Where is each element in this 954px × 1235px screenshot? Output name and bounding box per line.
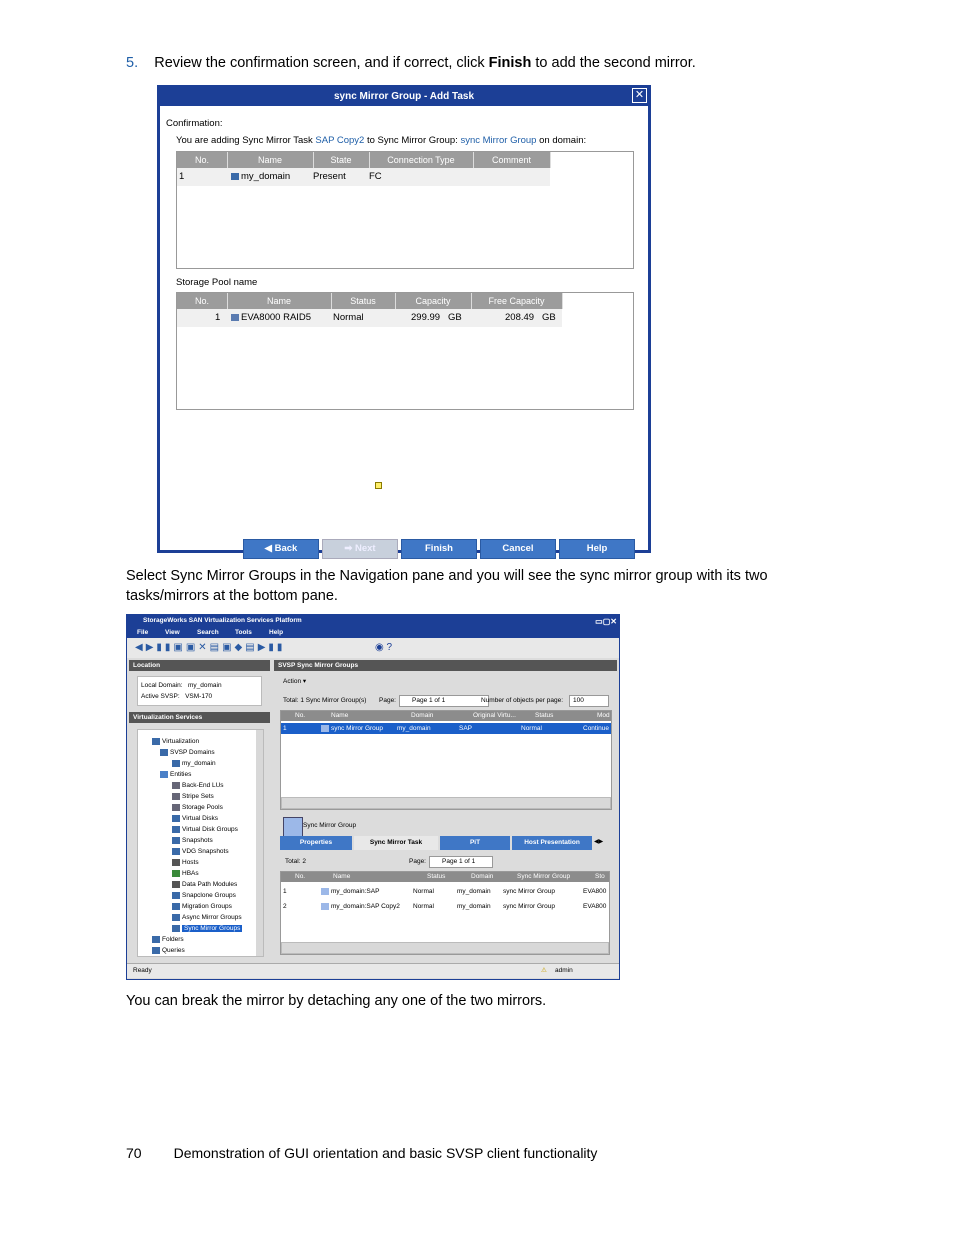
tree-item[interactable]: [172, 837, 213, 844]
horizontal-scrollbar[interactable]: [281, 797, 611, 809]
tree-item[interactable]: [172, 903, 232, 910]
cell-name-text: my_domain: [241, 171, 291, 182]
tree-item[interactable]: [172, 793, 214, 800]
tree-label: Back-End LUs: [182, 782, 224, 790]
toolbar: [127, 638, 619, 658]
horizontal-scrollbar[interactable]: [281, 942, 609, 954]
cell-name-text: my_domain:SAP Copy2: [331, 903, 400, 910]
host-icon: [172, 859, 180, 866]
tree-label: Async Mirror Groups: [182, 914, 242, 922]
menu-search[interactable]: Search: [197, 629, 219, 636]
group-link[interactable]: sync Mirror Group: [460, 135, 537, 146]
tree-label: Storage Pools: [182, 804, 223, 812]
active-svsp-row: [141, 693, 212, 700]
page2-label: Page:: [409, 858, 426, 865]
warning-icon[interactable]: ⚠: [541, 967, 547, 974]
col-group: Sync Mirror Group: [517, 873, 571, 880]
stripe-icon: [172, 793, 180, 800]
tree-label: Sync Mirror Groups: [184, 925, 241, 933]
cell-status: Normal: [413, 888, 434, 895]
add-task-dialog: [157, 85, 651, 553]
menu-view[interactable]: View: [165, 629, 180, 636]
page-selector[interactable]: [399, 695, 489, 707]
tree-item[interactable]: [172, 859, 199, 866]
dialog-body: [160, 106, 648, 554]
grid-header: [281, 872, 609, 882]
tree-item[interactable]: [172, 881, 237, 888]
tree-label: SVSP Domains: [170, 749, 215, 757]
tree-label: Data Path Modules: [182, 881, 238, 889]
cell-status: Normal: [521, 725, 542, 732]
col-no: No.: [295, 712, 306, 719]
col-no: No.: [295, 873, 306, 880]
tree-item[interactable]: [172, 892, 236, 899]
location-header-text: Location: [133, 662, 161, 669]
folder-icon: [152, 936, 160, 943]
step-text-before: Review the confirmation screen, and if correct, click: [154, 55, 489, 71]
table-row[interactable]: [281, 901, 609, 912]
action-label: Action: [283, 678, 302, 685]
status-bar: [127, 963, 619, 978]
detail-tabs: [280, 836, 610, 850]
migration-icon: [172, 903, 180, 910]
tree-label: Folders: [162, 936, 184, 944]
total2-label: Total: 2: [285, 858, 306, 865]
active-svsp-value: VSM-170: [185, 693, 213, 700]
pool-table: [176, 292, 634, 410]
tree-item[interactable]: [160, 771, 191, 778]
user-label: admin: [555, 967, 573, 974]
grid-header: [281, 711, 611, 721]
domain-table: [176, 151, 634, 269]
tree-label: Virtualization: [162, 738, 200, 746]
col-name: Name: [227, 293, 332, 309]
col-name: Name: [227, 152, 314, 168]
virtualization-header-text: Virtualization Services: [133, 714, 203, 721]
local-domain-row: [141, 682, 222, 689]
tree-item[interactable]: [172, 914, 242, 921]
col-no: No.: [177, 152, 228, 168]
table-row[interactable]: [177, 168, 550, 186]
tree-label: Virtual Disks: [182, 815, 219, 823]
cell-no: 2: [283, 903, 287, 910]
page-label: Page:: [379, 697, 396, 704]
tree-scrollbar[interactable]: [256, 730, 263, 956]
lu-icon: [172, 782, 180, 789]
col-status: Status: [331, 293, 396, 309]
col-original: Original Virtu...: [473, 712, 516, 719]
location-header: [129, 660, 270, 671]
tree-label: Hosts: [182, 859, 199, 867]
tree-label: my_domain: [182, 760, 216, 768]
window-controls-icon[interactable]: ▭▢✕: [595, 617, 617, 626]
cell-name: [321, 723, 383, 734]
close-icon[interactable]: ✕: [632, 88, 647, 103]
page-number: 70: [126, 1145, 142, 1161]
cell-status: Normal: [413, 903, 434, 910]
task-icon: [321, 888, 329, 895]
tree-label: Stripe Sets: [182, 793, 214, 801]
confirmation-sentence: [176, 135, 586, 146]
cell-name: [321, 886, 379, 897]
cell-storage: EVA800: [583, 888, 607, 895]
paragraph-1: Select Sync Mirror Groups in the Navigation pane and you will see the sync mirror group with its two tasks/mirrors at the bottom pane.: [126, 568, 768, 604]
per-page-select[interactable]: [569, 695, 609, 707]
menu-help[interactable]: Help: [269, 629, 284, 636]
tree-item[interactable]: [172, 815, 218, 822]
cell-capacity: 299.99 GB: [411, 312, 462, 323]
help-button[interactable]: Help: [559, 539, 635, 559]
tab-scroll-icon[interactable]: ◀▶: [594, 839, 604, 845]
sentence-part-2: to Sync Mirror Group:: [364, 135, 461, 146]
cell-storage: EVA800: [583, 903, 607, 910]
footer: [126, 1145, 597, 1161]
app-title: StorageWorks SAN Virtualization Services Platform: [143, 617, 302, 624]
status-text: Ready: [133, 967, 152, 974]
tab-properties[interactable]: Properties: [280, 836, 352, 850]
task-link[interactable]: SAP Copy2: [315, 135, 365, 146]
step-5-text: [126, 53, 826, 73]
tree-label: Migration Groups: [182, 903, 232, 911]
cell-no: 1: [283, 888, 287, 895]
cell-free-capacity: 208.49 GB: [505, 312, 556, 323]
cell-no: 1: [215, 312, 221, 323]
cell-no: 1: [283, 725, 287, 732]
cell-domain: my_domain: [457, 903, 491, 910]
tree-item[interactable]: [152, 936, 184, 943]
menu-bar: [127, 627, 619, 638]
help-icon[interactable]: ◉ ?: [375, 642, 393, 653]
vdg-snapshot-icon: [172, 848, 180, 855]
tree-item[interactable]: [152, 738, 199, 745]
async-mirror-icon: [172, 914, 180, 921]
hba-icon: [172, 870, 180, 877]
toolbar-icons[interactable]: ◀▶▮▮▣▣✕▤▣◆▤▶▮▮: [135, 642, 286, 653]
page-value: Page 1 of 1: [412, 697, 446, 704]
tab-sync-mirror-task[interactable]: Sync Mirror Task: [354, 836, 438, 850]
tree-item[interactable]: [152, 947, 185, 954]
dialog-title: sync Mirror Group - Add Task: [333, 91, 475, 102]
pool-table-header: [177, 293, 562, 309]
confirmation-label: Confirmation:: [166, 118, 223, 129]
snapclone-icon: [172, 892, 180, 899]
page2-value: Page 1 of 1: [442, 858, 476, 865]
finish-button[interactable]: Finish: [401, 539, 477, 559]
cell-name: [231, 168, 290, 186]
tree-label: Virtual Disk Groups: [182, 826, 238, 834]
col-state: State: [313, 152, 370, 168]
cancel-button[interactable]: Cancel: [480, 539, 556, 559]
sentence-part-1: You are adding Sync Mirror Task: [176, 135, 316, 146]
domain-table-header: [177, 152, 550, 168]
svsp-app-window: [126, 614, 620, 980]
tree-label: Snapclone Groups: [182, 892, 236, 900]
menu-tools[interactable]: Tools: [235, 629, 252, 636]
tree-label: Queries: [162, 947, 185, 955]
sync-mirror-group-icon: [283, 817, 303, 837]
folder-icon: [152, 738, 160, 745]
virtualization-header: [129, 712, 270, 723]
total-label: Total: 1 Sync Mirror Group(s): [283, 697, 367, 704]
cell-name-text: sync Mirror Group: [331, 725, 384, 732]
detail-title: Sync Mirror Group: [303, 822, 357, 829]
domain-icon: [172, 760, 180, 767]
cell-domain: my_domain: [457, 888, 491, 895]
cell-name: [231, 309, 311, 327]
step-bold-finish: Finish: [488, 55, 532, 71]
col-free-capacity: Free Capacity: [471, 293, 563, 309]
back-label: Back: [274, 543, 298, 554]
next-button[interactable]: ➡ Next: [322, 539, 398, 559]
snapshot-icon: [172, 837, 180, 844]
step-text-after: to add the second mirror.: [531, 55, 696, 71]
menu-file[interactable]: File: [137, 629, 149, 636]
cell-state: Present: [313, 171, 346, 182]
col-capacity: Capacity: [395, 293, 472, 309]
app-title-bar: [127, 615, 619, 627]
tree-label: Snapshots: [182, 837, 213, 845]
col-domain: Domain: [471, 873, 494, 880]
cell-original: SAP: [459, 725, 473, 732]
groups-grid: [280, 710, 612, 810]
cell-name-text: my_domain:SAP: [331, 888, 380, 895]
col-name: Name: [331, 712, 349, 719]
tree-item[interactable]: [160, 749, 215, 756]
cell-status: Normal: [333, 312, 364, 323]
per-page-value: 100: [573, 697, 584, 704]
cell-name-text: EVA8000 RAID5: [241, 312, 312, 323]
storage-pool-icon: [231, 314, 239, 321]
entities-icon: [160, 771, 168, 778]
table-row[interactable]: [281, 886, 609, 897]
paragraph-2: You can break the mirror by detaching any one of the two mirrors.: [126, 993, 547, 1009]
per-page-label: Number of objects per page:: [481, 697, 564, 704]
tree-label: VDG Snapshots: [182, 848, 229, 856]
cell-domain: my_domain: [397, 725, 431, 732]
tasks-grid: [280, 871, 610, 955]
col-status: Status: [427, 873, 446, 880]
active-svsp-label: Active SVSP:: [141, 693, 180, 700]
tree-item[interactable]: [172, 848, 229, 855]
cell-no: 1: [179, 171, 185, 182]
local-domain-label: Local Domain:: [141, 682, 183, 689]
col-connection-type: Connection Type: [369, 152, 474, 168]
cell-name: [321, 901, 400, 912]
sync-mirror-groups-header: [274, 660, 617, 671]
tree-label: Entities: [170, 771, 192, 779]
domains-icon: [160, 749, 168, 756]
col-status: Status: [535, 712, 554, 719]
tree-item[interactable]: [172, 760, 216, 767]
col-no: No.: [177, 293, 228, 309]
tree-label: HBAs: [182, 870, 199, 878]
queries-icon: [152, 947, 160, 954]
col-domain: Domain: [411, 712, 434, 719]
sync-mirror-icon: [172, 925, 180, 932]
tree-item[interactable]: [172, 782, 224, 789]
sync-mirror-icon: [321, 725, 329, 732]
right-header-text: SVSP Sync Mirror Groups: [278, 662, 359, 669]
back-button[interactable]: ◀ Back: [243, 539, 319, 559]
cell-connection: FC: [369, 171, 382, 182]
page2-selector[interactable]: [429, 856, 493, 868]
focus-marker: [375, 482, 382, 489]
storage-pool-label: Storage Pool name: [176, 277, 258, 288]
tree-item[interactable]: [172, 826, 238, 833]
navigation-tree: [137, 729, 264, 957]
tree-item[interactable]: [172, 804, 223, 811]
step-number: 5.: [126, 55, 139, 71]
footer-title: Demonstration of GUI orientation and basic SVSP client functionality: [173, 1145, 598, 1161]
location-box: [137, 676, 262, 706]
cell-mode: Continue: [583, 725, 610, 732]
table-row[interactable]: [281, 723, 611, 734]
dpm-icon: [172, 881, 180, 888]
sentence-part-3: on domain:: [536, 135, 587, 146]
tab-host-presentation[interactable]: Host Presentation: [512, 836, 592, 850]
cell-group: sync Mirror Group: [503, 888, 556, 895]
next-label: Next: [355, 543, 376, 554]
col-storage: Sto: [595, 873, 605, 880]
action-menu[interactable]: Action ▾: [283, 678, 307, 685]
col-mode: Mod: [597, 712, 610, 719]
tree-item[interactable]: [172, 870, 199, 877]
local-domain-value: my_domain: [187, 682, 222, 689]
col-comment: Comment: [473, 152, 551, 168]
pool-icon: [172, 804, 180, 811]
cell-group: sync Mirror Group: [503, 903, 556, 910]
task-icon: [321, 903, 329, 910]
tab-pit[interactable]: PiT: [440, 836, 510, 850]
table-row[interactable]: [177, 309, 562, 327]
domain-icon: [231, 173, 239, 180]
disk-group-icon: [172, 826, 180, 833]
col-name: Name: [333, 873, 351, 880]
tree-item-selected[interactable]: [172, 925, 242, 932]
disk-icon: [172, 815, 180, 822]
